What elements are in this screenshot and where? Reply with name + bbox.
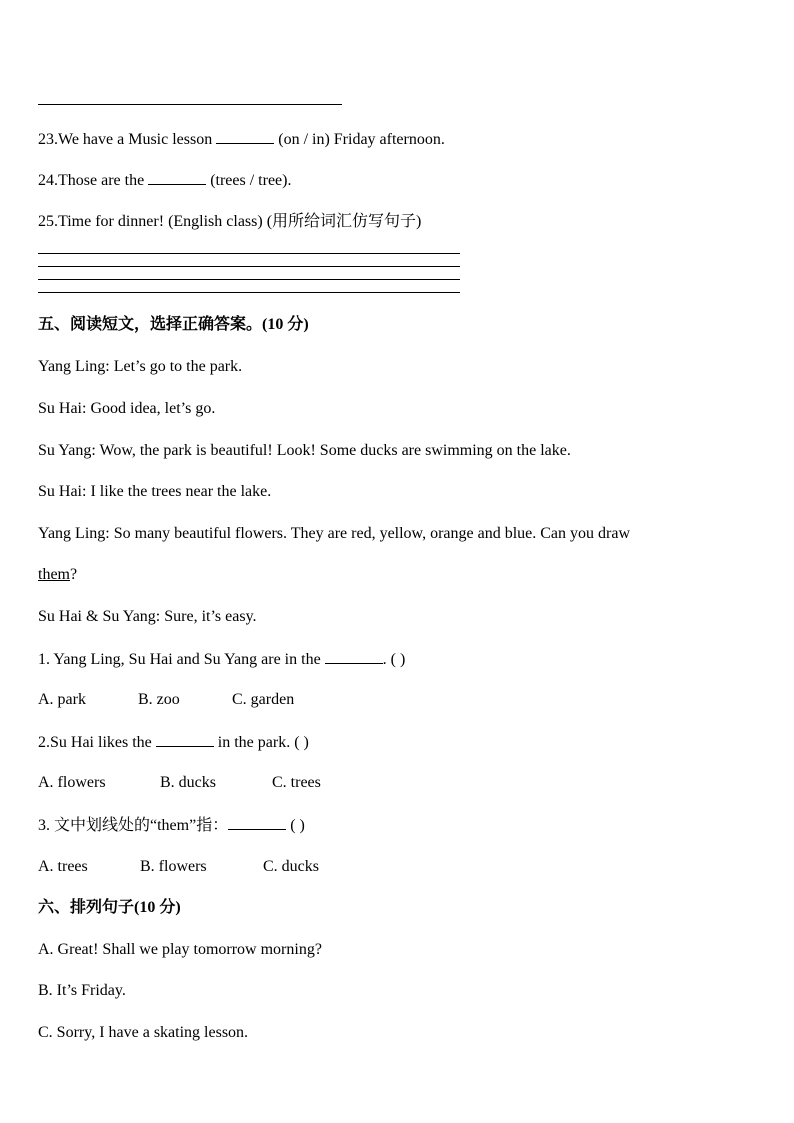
question-24-text-pre: 24.Those are the (38, 172, 149, 189)
reading-question-1-options (38, 690, 294, 710)
option-a[interactable]: A. trees (38, 858, 88, 875)
question-25: 25.Time for dinner! (English class) (用所给词汇仿写句子) (38, 213, 422, 230)
reading-question-2-post: in the park. ( ) (213, 734, 309, 751)
reading-question-3-options (38, 857, 319, 877)
reading-question-3 (38, 815, 305, 836)
question-mark: ? (70, 566, 78, 583)
reading-question-2-options (38, 773, 321, 793)
option-a[interactable]: A. park (38, 691, 86, 708)
dialogue-line-5-cont (38, 565, 77, 585)
option-c[interactable]: C. garden (232, 691, 295, 708)
option-b[interactable]: B. ducks (160, 774, 216, 791)
answer-line-25-3[interactable] (38, 279, 460, 280)
answer-blank-r2[interactable] (156, 732, 214, 747)
reading-question-2 (38, 732, 309, 753)
sentence-b: B. It’s Friday. (38, 982, 126, 999)
answer-line-25-1[interactable] (38, 253, 460, 254)
sentence-a: A. Great! Shall we play tomorrow morning? (38, 941, 322, 958)
sentence-c: C. Sorry, I have a skating lesson. (38, 1024, 249, 1041)
question-23-text-pre: 23.We have a Music lesson (38, 131, 217, 148)
answer-blank-24[interactable] (148, 170, 206, 185)
dialogue-line-3: Su Yang: Wow, the park is beautiful! Look! Some ducks are swimming on the lake. (38, 442, 571, 459)
reading-question-3-post: ( ) (286, 817, 305, 834)
answer-line-25-2[interactable] (38, 266, 460, 267)
reading-question-3-pre: 3. 文中划线处的“them”指： (38, 817, 229, 834)
question-23 (38, 129, 445, 150)
answer-blank-23[interactable] (216, 129, 274, 144)
option-b[interactable]: B. flowers (140, 858, 207, 875)
section-6-heading: 六、排列句子(10 分) (38, 899, 181, 916)
reading-question-1 (38, 649, 405, 670)
reading-question-1-post: . ( ) (382, 651, 406, 668)
dialogue-line-2: Su Hai: Good idea, let’s go. (38, 400, 216, 417)
answer-line-q22[interactable] (38, 104, 342, 105)
answer-blank-r1[interactable] (325, 649, 383, 664)
reading-question-2-pre: 2.Su Hai likes the (38, 734, 156, 751)
section-5-heading: 五、阅读短文，选择正确答案。(10 分) (38, 316, 309, 333)
dialogue-line-1: Yang Ling: Let’s go to the park. (38, 358, 243, 375)
option-b[interactable]: B. zoo (138, 691, 180, 708)
option-c[interactable]: C. ducks (263, 858, 319, 875)
option-c[interactable]: C. trees (272, 774, 321, 791)
underlined-them: them (38, 566, 70, 583)
question-24 (38, 170, 291, 191)
reading-question-1-pre: 1. Yang Ling, Su Hai and Su Yang are in the (38, 651, 325, 668)
question-24-text-post: (trees / tree). (206, 172, 292, 189)
dialogue-line-6: Su Hai & Su Yang: Sure, it’s easy. (38, 608, 257, 625)
option-a[interactable]: A. flowers (38, 774, 106, 791)
answer-blank-r3[interactable] (228, 815, 286, 830)
dialogue-line-5: Yang Ling: So many beautiful flowers. They are red, yellow, orange and blue. Can you draw (38, 525, 631, 542)
question-23-text-post: (on / in) Friday afternoon. (274, 131, 445, 148)
dialogue-line-4: Su Hai: I like the trees near the lake. (38, 483, 272, 500)
answer-line-25-4[interactable] (38, 292, 460, 293)
